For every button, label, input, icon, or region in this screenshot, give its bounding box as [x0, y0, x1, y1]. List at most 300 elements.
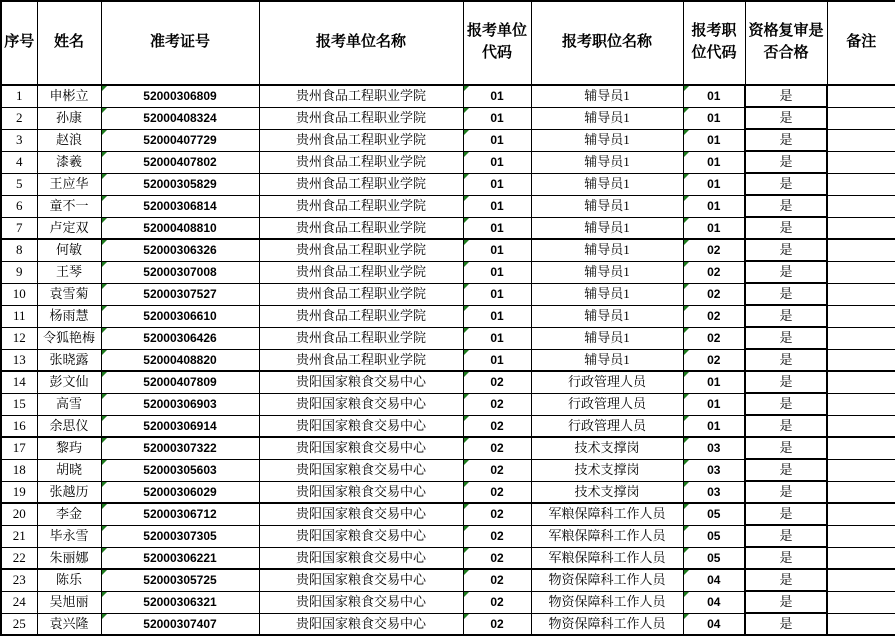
- ticket-number-cell: [101, 261, 259, 283]
- qualification-result: 是: [779, 330, 793, 345]
- name-cell: [37, 525, 101, 547]
- ticket-number: 52000408820: [143, 352, 217, 367]
- candidate-name: 何敏: [55, 242, 82, 258]
- position-code-cell: [683, 217, 745, 239]
- unit-code: 01: [490, 309, 504, 323]
- position-code-cell: [683, 547, 745, 569]
- name-cell: [37, 195, 101, 217]
- candidate-name: 令狐艳梅: [42, 330, 95, 345]
- position-code: 05: [707, 507, 721, 522]
- position-code: 02: [707, 309, 721, 323]
- unit-name-cell: [259, 547, 463, 569]
- ticket-number-cell: [101, 349, 259, 371]
- name-cell: [37, 283, 101, 305]
- table-header: [1, 1, 895, 85]
- position-name: 辅导员1: [584, 132, 630, 147]
- name-cell: [37, 327, 101, 349]
- serial-number-cell: [1, 569, 37, 591]
- serial-number-cell: [1, 591, 37, 613]
- unit-code: 02: [490, 573, 504, 588]
- position-code-cell: [683, 85, 745, 107]
- position-name: 技术支撑岗: [574, 483, 640, 499]
- serial-number: 12: [12, 330, 26, 345]
- remark-cell: [827, 261, 895, 283]
- position-name-cell: [531, 481, 683, 503]
- ticket-number: 52000305829: [143, 177, 217, 191]
- candidate-name: 张晓露: [49, 351, 89, 367]
- number-stored-as-text-indicator-icon: [102, 174, 107, 179]
- qualification-result: 是: [779, 242, 793, 257]
- name-cell: [37, 349, 101, 371]
- serial-number-cell: [1, 327, 37, 349]
- serial-number: 22: [12, 549, 26, 565]
- position-code: 01: [707, 220, 721, 235]
- position-name-cell: [531, 283, 683, 305]
- serial-number-cell: [1, 261, 37, 283]
- number-stored-as-text-indicator-icon: [684, 350, 689, 355]
- remark-cell: [827, 459, 895, 481]
- table-row: [1, 415, 895, 437]
- number-stored-as-text-indicator-icon: [684, 86, 689, 91]
- serial-number-cell: [1, 283, 37, 305]
- unit-code-cell: [463, 459, 531, 481]
- unit-code-cell: [463, 217, 531, 239]
- number-stored-as-text-indicator-icon: [464, 614, 469, 619]
- unit-name: 贵州食品工程职业学院: [295, 351, 426, 367]
- position-code-cell: [683, 129, 745, 151]
- unit-name-cell: [259, 283, 463, 305]
- position-name: 行政管理人员: [567, 417, 646, 433]
- serial-number: 7: [16, 219, 23, 235]
- number-stored-as-text-indicator-icon: [102, 218, 107, 223]
- unit-code-cell: [463, 173, 531, 195]
- position-code: 03: [707, 441, 721, 456]
- serial-number: 11: [12, 308, 26, 323]
- remark-cell: [827, 151, 895, 173]
- number-stored-as-text-indicator-icon: [102, 614, 107, 619]
- number-stored-as-text-indicator-icon: [464, 526, 469, 531]
- table-row: [1, 305, 895, 327]
- number-stored-as-text-indicator-icon: [102, 438, 107, 443]
- number-stored-as-text-indicator-icon: [684, 460, 689, 465]
- unit-code-cell: [463, 261, 531, 283]
- candidate-name: 申彬立: [49, 88, 89, 104]
- qualification-result: 是: [779, 308, 793, 323]
- ticket-number-cell: [101, 85, 259, 107]
- unit-name-cell: [259, 393, 463, 415]
- number-stored-as-text-indicator-icon: [464, 240, 469, 245]
- serial-number: 24: [12, 594, 26, 609]
- name-cell: [37, 261, 101, 283]
- unit-code-cell: [463, 569, 531, 591]
- unit-code: 02: [490, 463, 504, 477]
- serial-number: 16: [12, 417, 26, 433]
- number-stored-as-text-indicator-icon: [464, 416, 469, 421]
- unit-name: 贵阳国家粮食交易中心: [295, 462, 426, 477]
- number-stored-as-text-indicator-icon: [102, 482, 107, 487]
- unit-code-cell: [463, 129, 531, 151]
- unit-code-cell: [463, 283, 531, 305]
- ticket-number-cell: [101, 283, 259, 305]
- unit-code: 02: [490, 529, 504, 543]
- remark-cell: [827, 283, 895, 305]
- number-stored-as-text-indicator-icon: [684, 218, 689, 223]
- unit-code: 01: [490, 287, 504, 301]
- number-stored-as-text-indicator-icon: [684, 482, 689, 487]
- number-stored-as-text-indicator-icon: [102, 526, 107, 531]
- position-code-cell: [683, 569, 745, 591]
- unit-name: 贵州食品工程职业学院: [295, 88, 426, 104]
- number-stored-as-text-indicator-icon: [684, 548, 689, 553]
- table-row: [1, 239, 895, 261]
- number-stored-as-text-indicator-icon: [464, 174, 469, 179]
- position-name: 技术支撑岗: [574, 462, 640, 477]
- unit-name: 贵阳国家粮食交易中心: [295, 374, 426, 390]
- ticket-number: 52000307305: [143, 529, 217, 543]
- name-cell: [37, 371, 101, 393]
- ticket-number-cell: [101, 481, 259, 503]
- unit-name: 贵阳国家粮食交易中心: [295, 572, 426, 588]
- name-cell: [37, 393, 101, 415]
- table-row: [1, 393, 895, 415]
- name-cell: [37, 85, 101, 107]
- header-ticket-number: 准考证号: [101, 1, 259, 85]
- unit-code: 02: [490, 616, 504, 631]
- ticket-number-cell: [101, 173, 259, 195]
- unit-code-cell: [463, 195, 531, 217]
- number-stored-as-text-indicator-icon: [684, 394, 689, 399]
- position-code-cell: [683, 261, 745, 283]
- position-name-cell: [531, 591, 683, 613]
- position-name: 军粮保障科工作人员: [548, 549, 666, 565]
- name-cell: [37, 459, 101, 481]
- ticket-number: 52000306809: [143, 89, 217, 104]
- number-stored-as-text-indicator-icon: [684, 614, 689, 619]
- ticket-number: 52000307008: [143, 265, 217, 279]
- unit-name-cell: [259, 371, 463, 393]
- header-name: 姓名: [37, 1, 101, 85]
- unit-code: 02: [490, 418, 504, 433]
- qualification-result: 是: [779, 528, 793, 543]
- remark-cell: [827, 217, 895, 239]
- ticket-number-cell: [101, 525, 259, 547]
- unit-code: 02: [490, 484, 504, 499]
- number-stored-as-text-indicator-icon: [102, 196, 107, 201]
- number-stored-as-text-indicator-icon: [464, 482, 469, 487]
- table-row: [1, 547, 895, 569]
- serial-number-cell: [1, 437, 37, 459]
- ticket-number: 52000305725: [143, 573, 217, 588]
- serial-number-cell: [1, 481, 37, 503]
- number-stored-as-text-indicator-icon: [102, 152, 107, 157]
- position-code-cell: [683, 173, 745, 195]
- ticket-number-cell: [101, 371, 259, 393]
- number-stored-as-text-indicator-icon: [102, 262, 107, 267]
- ticket-number: 52000408810: [143, 220, 217, 235]
- name-cell: [37, 547, 101, 569]
- table-row: [1, 613, 895, 635]
- serial-number: 18: [12, 462, 26, 477]
- unit-name-cell: [259, 415, 463, 437]
- position-name-cell: [531, 107, 683, 129]
- table-row: [1, 151, 895, 173]
- unit-name-cell: [259, 195, 463, 217]
- position-code-cell: [683, 393, 745, 415]
- unit-name: 贵阳国家粮食交易中心: [295, 483, 426, 499]
- position-name-cell: [531, 437, 683, 459]
- serial-number: 19: [12, 483, 26, 499]
- number-stored-as-text-indicator-icon: [684, 130, 689, 135]
- qualification-result: 是: [779, 440, 793, 455]
- unit-code-cell: [463, 371, 531, 393]
- unit-code: 02: [490, 507, 504, 522]
- serial-number: 15: [12, 396, 26, 411]
- header-row: [1, 1, 895, 85]
- remark-cell: [827, 371, 895, 393]
- position-code: 01: [707, 133, 721, 147]
- number-stored-as-text-indicator-icon: [464, 570, 469, 575]
- number-stored-as-text-indicator-icon: [684, 328, 689, 333]
- qualification-result-cell: [745, 503, 827, 525]
- position-code: 01: [707, 155, 721, 169]
- serial-number-cell: [1, 217, 37, 239]
- number-stored-as-text-indicator-icon: [464, 328, 469, 333]
- name-cell: [37, 591, 101, 613]
- serial-number-cell: [1, 393, 37, 415]
- qualification-result: 是: [779, 352, 793, 367]
- table-row: [1, 371, 895, 393]
- unit-name-cell: [259, 459, 463, 481]
- number-stored-as-text-indicator-icon: [102, 416, 107, 421]
- unit-code: 01: [490, 331, 504, 345]
- unit-code: 01: [490, 177, 504, 191]
- qualification-result: 是: [779, 88, 793, 103]
- unit-code: 01: [490, 199, 504, 213]
- candidate-name: 黎玙: [55, 440, 82, 456]
- table-row: [1, 569, 895, 591]
- qualification-result: 是: [779, 154, 793, 169]
- number-stored-as-text-indicator-icon: [102, 130, 107, 135]
- qualification-result: 是: [779, 462, 793, 477]
- qualification-result-cell: [745, 437, 827, 459]
- candidate-name: 袁兴隆: [49, 615, 89, 631]
- position-name: 军粮保障科工作人员: [548, 528, 666, 543]
- position-code-cell: [683, 327, 745, 349]
- qualification-result-cell: [745, 283, 827, 305]
- number-stored-as-text-indicator-icon: [464, 130, 469, 135]
- unit-code: 02: [490, 375, 504, 390]
- unit-name-cell: [259, 239, 463, 261]
- unit-name-cell: [259, 129, 463, 151]
- position-name-cell: [531, 613, 683, 635]
- qualification-result: 是: [779, 374, 793, 389]
- qualification-result: 是: [779, 418, 793, 433]
- position-name-cell: [531, 503, 683, 525]
- unit-code-cell: [463, 327, 531, 349]
- remark-cell: [827, 173, 895, 195]
- remark-cell: [827, 525, 895, 547]
- position-code-cell: [683, 459, 745, 481]
- position-name: 技术支撑岗: [574, 440, 640, 456]
- candidate-name: 彭文仙: [49, 374, 89, 390]
- name-cell: [37, 415, 101, 437]
- position-code-cell: [683, 107, 745, 129]
- serial-number-cell: [1, 459, 37, 481]
- number-stored-as-text-indicator-icon: [464, 108, 469, 113]
- qualification-result-cell: [745, 393, 827, 415]
- ticket-number: 52000306914: [143, 418, 217, 433]
- qualification-result-cell: [745, 371, 827, 393]
- unit-code-cell: [463, 239, 531, 261]
- table-row: [1, 173, 895, 195]
- qualification-result-cell: [745, 547, 827, 569]
- position-name-cell: [531, 195, 683, 217]
- ticket-number-cell: [101, 239, 259, 261]
- position-name-cell: [531, 261, 683, 283]
- ticket-number: 52000407809: [143, 375, 217, 390]
- name-cell: [37, 305, 101, 327]
- serial-number: 21: [12, 528, 26, 543]
- header-serial-number: 序号: [1, 1, 37, 85]
- unit-code-cell: [463, 305, 531, 327]
- header-position-name: 报考职位名称: [531, 1, 683, 85]
- number-stored-as-text-indicator-icon: [102, 350, 107, 355]
- position-name-cell: [531, 305, 683, 327]
- ticket-number-cell: [101, 613, 259, 635]
- unit-name: 贵阳国家粮食交易中心: [295, 396, 426, 411]
- unit-name-cell: [259, 569, 463, 591]
- serial-number: 13: [12, 351, 26, 367]
- unit-name: 贵州食品工程职业学院: [295, 286, 426, 301]
- unit-name-cell: [259, 591, 463, 613]
- header-position-code: 报考职位代码: [683, 1, 745, 85]
- remark-cell: [827, 503, 895, 525]
- ticket-number: 52000306814: [143, 199, 217, 213]
- number-stored-as-text-indicator-icon: [102, 372, 107, 377]
- number-stored-as-text-indicator-icon: [102, 108, 107, 113]
- qualification-result-cell: [745, 349, 827, 371]
- table-row: [1, 459, 895, 481]
- ticket-number-cell: [101, 217, 259, 239]
- unit-code: 01: [490, 133, 504, 147]
- remark-cell: [827, 195, 895, 217]
- number-stored-as-text-indicator-icon: [464, 86, 469, 91]
- qualification-result: 是: [779, 198, 793, 213]
- unit-code: 02: [490, 397, 504, 411]
- position-code-cell: [683, 591, 745, 613]
- unit-code-cell: [463, 547, 531, 569]
- qualification-result: 是: [779, 572, 793, 587]
- position-code-cell: [683, 371, 745, 393]
- unit-name: 贵州食品工程职业学院: [295, 308, 426, 323]
- position-name: 辅导员1: [584, 176, 630, 191]
- ticket-number-cell: [101, 305, 259, 327]
- position-name-cell: [531, 371, 683, 393]
- qualification-result: 是: [779, 594, 793, 609]
- qualification-result-cell: [745, 305, 827, 327]
- qualification-result-cell: [745, 151, 827, 173]
- unit-name: 贵州食品工程职业学院: [295, 132, 426, 147]
- name-cell: [37, 173, 101, 195]
- unit-code-cell: [463, 393, 531, 415]
- table-row: [1, 85, 895, 107]
- number-stored-as-text-indicator-icon: [464, 262, 469, 267]
- name-cell: [37, 239, 101, 261]
- candidate-name: 童不一: [49, 198, 89, 213]
- position-name: 辅导员1: [584, 351, 630, 367]
- remark-cell: [827, 239, 895, 261]
- qualification-result-cell: [745, 591, 827, 613]
- name-cell: [37, 151, 101, 173]
- position-code-cell: [683, 349, 745, 371]
- ticket-number: 52000305603: [143, 463, 217, 477]
- remark-cell: [827, 349, 895, 371]
- qualification-result-cell: [745, 173, 827, 195]
- ticket-number: 52000307322: [143, 441, 217, 456]
- number-stored-as-text-indicator-icon: [684, 306, 689, 311]
- name-cell: [37, 503, 101, 525]
- name-cell: [37, 107, 101, 129]
- remark-cell: [827, 437, 895, 459]
- number-stored-as-text-indicator-icon: [464, 152, 469, 157]
- serial-number-cell: [1, 173, 37, 195]
- position-name-cell: [531, 217, 683, 239]
- position-code: 04: [707, 573, 721, 588]
- number-stored-as-text-indicator-icon: [684, 504, 689, 509]
- serial-number-cell: [1, 349, 37, 371]
- unit-name: 贵州食品工程职业学院: [295, 330, 426, 345]
- position-code: 03: [707, 463, 721, 477]
- qualification-result: 是: [779, 396, 793, 411]
- unit-code-cell: [463, 415, 531, 437]
- unit-code: 01: [490, 220, 504, 235]
- serial-number: 14: [12, 374, 26, 390]
- ticket-number: 52000306426: [143, 331, 217, 345]
- number-stored-as-text-indicator-icon: [684, 284, 689, 289]
- position-name-cell: [531, 129, 683, 151]
- serial-number-cell: [1, 547, 37, 569]
- qualification-result: 是: [779, 132, 793, 147]
- table-row: [1, 195, 895, 217]
- position-name: 辅导员1: [584, 330, 630, 345]
- number-stored-as-text-indicator-icon: [464, 548, 469, 553]
- candidate-name: 陈乐: [55, 572, 82, 588]
- qualification-result: 是: [779, 110, 793, 125]
- number-stored-as-text-indicator-icon: [684, 372, 689, 377]
- unit-code: 01: [490, 243, 504, 258]
- qualification-result-cell: [745, 107, 827, 129]
- unit-code-cell: [463, 437, 531, 459]
- serial-number: 17: [12, 440, 26, 456]
- qualification-result-cell: [745, 327, 827, 349]
- number-stored-as-text-indicator-icon: [684, 438, 689, 443]
- position-code: 01: [707, 89, 721, 104]
- serial-number-cell: [1, 129, 37, 151]
- ticket-number-cell: [101, 415, 259, 437]
- serial-number-cell: [1, 239, 37, 261]
- position-code-cell: [683, 283, 745, 305]
- position-code: 04: [707, 616, 721, 631]
- unit-name-cell: [259, 305, 463, 327]
- table-row: [1, 525, 895, 547]
- table-row: [1, 261, 895, 283]
- qualification-result-cell: [745, 239, 827, 261]
- candidate-name: 吴旭丽: [49, 594, 89, 609]
- unit-code-cell: [463, 613, 531, 635]
- unit-code: 01: [490, 155, 504, 169]
- remark-cell: [827, 85, 895, 107]
- candidate-name: 卢定双: [49, 219, 89, 235]
